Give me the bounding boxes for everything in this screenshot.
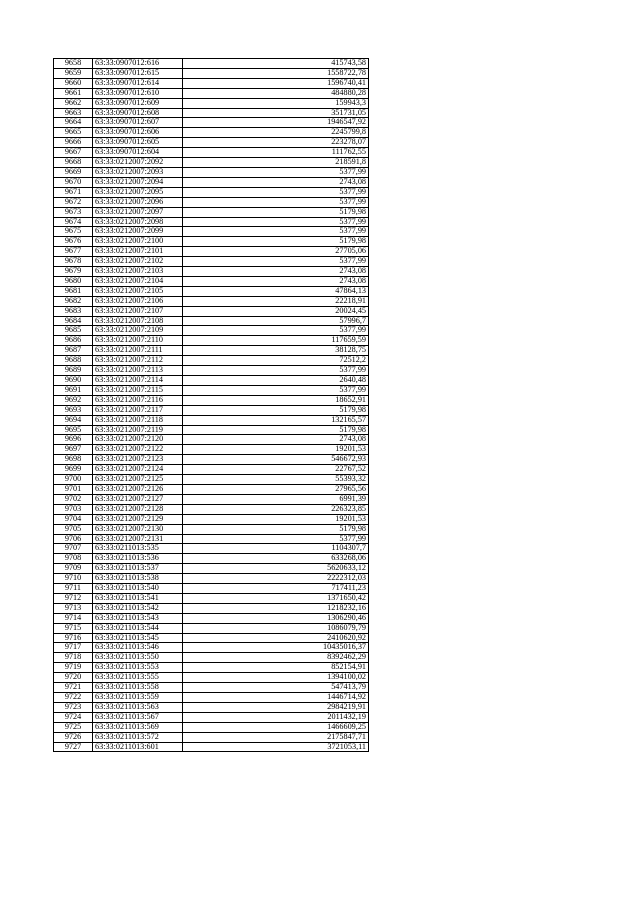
row-number-cell: 9697: [54, 445, 93, 455]
value-cell: 2410620,92: [183, 633, 369, 643]
row-number-cell: 9689: [54, 366, 93, 376]
table-row: [54, 138, 369, 148]
value-cell: 6991,39: [183, 494, 369, 504]
cadastral-number-cell: 63:33:0212007:2107: [93, 306, 183, 316]
table-row: [54, 177, 369, 187]
row-number-cell: 9700: [54, 475, 93, 485]
table-row: [54, 237, 369, 247]
value-cell: 218591,8: [183, 158, 369, 168]
table-row: [54, 306, 369, 316]
row-number-cell: 9720: [54, 673, 93, 683]
value-cell: 1466609,25: [183, 722, 369, 732]
table-row: [54, 247, 369, 257]
cadastral-number-cell: 63:33:0212007:2116: [93, 395, 183, 405]
row-number-cell: 9684: [54, 316, 93, 326]
row-number-cell: 9705: [54, 524, 93, 534]
cadastral-number-cell: 63:33:0211013:550: [93, 653, 183, 663]
table-row: [54, 514, 369, 524]
value-cell: 5179,98: [183, 425, 369, 435]
value-cell: 27705,06: [183, 247, 369, 257]
row-number-cell: 9698: [54, 455, 93, 465]
value-cell: 717411,23: [183, 584, 369, 594]
cadastral-number-cell: 63:33:0212007:2092: [93, 158, 183, 168]
value-cell: 18652,91: [183, 395, 369, 405]
row-number-cell: 9691: [54, 385, 93, 395]
value-cell: 1946547,92: [183, 118, 369, 128]
row-number-cell: 9661: [54, 88, 93, 98]
value-cell: 2222312,03: [183, 574, 369, 584]
row-number-cell: 9722: [54, 693, 93, 703]
cadastral-number-cell: 63:33:0212007:2100: [93, 237, 183, 247]
cadastral-number-cell: 63:33:0212007:2111: [93, 346, 183, 356]
value-cell: 20024,45: [183, 306, 369, 316]
cadastral-number-cell: 63:33:0211013:543: [93, 613, 183, 623]
table-row: [54, 475, 369, 485]
table-row: [54, 197, 369, 207]
cadastral-number-cell: 63:33:0212007:2093: [93, 167, 183, 177]
cadastral-number-cell: 63:33:0907012:607: [93, 118, 183, 128]
table-row: [54, 445, 369, 455]
value-cell: 55393,32: [183, 475, 369, 485]
row-number-cell: 9719: [54, 663, 93, 673]
row-number-cell: 9710: [54, 574, 93, 584]
row-number-cell: 9696: [54, 435, 93, 445]
table-row: [54, 415, 369, 425]
table-row: [54, 257, 369, 267]
cadastral-number-cell: 63:33:0907012:616: [93, 59, 183, 69]
row-number-cell: 9702: [54, 494, 93, 504]
table-body: [54, 59, 369, 752]
row-number-cell: 9668: [54, 158, 93, 168]
table-row: [54, 296, 369, 306]
cadastral-number-cell: 63:33:0212007:2094: [93, 177, 183, 187]
cadastral-number-cell: 63:33:0211013:559: [93, 693, 183, 703]
cadastral-number-cell: 63:33:0211013:572: [93, 732, 183, 742]
value-cell: 852154,91: [183, 663, 369, 673]
row-number-cell: 9709: [54, 564, 93, 574]
cadastral-number-cell: 63:33:0907012:615: [93, 68, 183, 78]
cadastral-number-cell: 63:33:0211013:542: [93, 603, 183, 613]
value-cell: 351731,05: [183, 108, 369, 118]
table-row: [54, 108, 369, 118]
row-number-cell: 9715: [54, 623, 93, 633]
cadastral-number-cell: 63:33:0211013:544: [93, 623, 183, 633]
cadastral-number-cell: 63:33:0212007:2120: [93, 435, 183, 445]
row-number-cell: 9704: [54, 514, 93, 524]
value-cell: 1394100,02: [183, 673, 369, 683]
table-row: [54, 376, 369, 386]
table-row: [54, 227, 369, 237]
row-number-cell: 9706: [54, 534, 93, 544]
cadastral-number-cell: 63:33:0212007:2115: [93, 385, 183, 395]
table-row: [54, 455, 369, 465]
cadastral-number-cell: 63:33:0211013:541: [93, 593, 183, 603]
cadastral-number-cell: 63:33:0212007:2131: [93, 534, 183, 544]
row-number-cell: 9701: [54, 484, 93, 494]
value-cell: 1558722,78: [183, 68, 369, 78]
row-number-cell: 9669: [54, 167, 93, 177]
table-row: [54, 633, 369, 643]
value-cell: 5377,99: [183, 534, 369, 544]
cadastral-number-cell: 63:33:0212007:2099: [93, 227, 183, 237]
table-row: [54, 574, 369, 584]
value-cell: 2743,08: [183, 276, 369, 286]
row-number-cell: 9690: [54, 376, 93, 386]
value-cell: 484880,28: [183, 88, 369, 98]
table-row: [54, 683, 369, 693]
cadastral-number-cell: 63:33:0907012:614: [93, 78, 183, 88]
value-cell: 5377,99: [183, 366, 369, 376]
table-row: [54, 504, 369, 514]
table-row: [54, 653, 369, 663]
cadastral-number-cell: 63:33:0907012:604: [93, 148, 183, 158]
row-number-cell: 9659: [54, 68, 93, 78]
value-cell: 2743,08: [183, 435, 369, 445]
row-number-cell: 9726: [54, 732, 93, 742]
row-number-cell: 9667: [54, 148, 93, 158]
value-cell: 117659,59: [183, 336, 369, 346]
table-row: [54, 88, 369, 98]
table-row: [54, 158, 369, 168]
value-cell: 2640,48: [183, 376, 369, 386]
row-number-cell: 9703: [54, 504, 93, 514]
row-number-cell: 9699: [54, 465, 93, 475]
table-row: [54, 673, 369, 683]
value-cell: 1306290,46: [183, 613, 369, 623]
value-cell: 132165,57: [183, 415, 369, 425]
value-cell: 5620633,12: [183, 564, 369, 574]
row-number-cell: 9665: [54, 128, 93, 138]
cadastral-number-cell: 63:33:0211013:536: [93, 554, 183, 564]
cadastral-number-cell: 63:33:0212007:2119: [93, 425, 183, 435]
table-row: [54, 356, 369, 366]
value-cell: 223278,07: [183, 138, 369, 148]
value-cell: 2245799,8: [183, 128, 369, 138]
table-row: [54, 207, 369, 217]
row-number-cell: 9717: [54, 643, 93, 653]
table-row: [54, 276, 369, 286]
cadastral-number-cell: 63:33:0212007:2117: [93, 405, 183, 415]
table-row: [54, 326, 369, 336]
table-row: [54, 336, 369, 346]
table-row: [54, 366, 369, 376]
value-cell: 1086079,79: [183, 623, 369, 633]
row-number-cell: 9727: [54, 742, 93, 752]
cadastral-number-cell: 63:33:0212007:2102: [93, 257, 183, 267]
cadastral-number-cell: 63:33:0212007:2097: [93, 207, 183, 217]
row-number-cell: 9660: [54, 78, 93, 88]
value-cell: 1218232,16: [183, 603, 369, 613]
row-number-cell: 9658: [54, 59, 93, 69]
cadastral-number-cell: 63:33:0212007:2108: [93, 316, 183, 326]
table-row: [54, 59, 369, 69]
row-number-cell: 9671: [54, 187, 93, 197]
row-number-cell: 9707: [54, 544, 93, 554]
value-cell: 2175847,71: [183, 732, 369, 742]
cadastral-number-cell: 63:33:0212007:2122: [93, 445, 183, 455]
cadastral-number-cell: 63:33:0212007:2125: [93, 475, 183, 485]
table-row: [54, 217, 369, 227]
value-cell: 547413,79: [183, 683, 369, 693]
value-cell: 5377,99: [183, 227, 369, 237]
value-cell: 47864,13: [183, 286, 369, 296]
cadastral-number-cell: 63:33:0907012:609: [93, 98, 183, 108]
table-row: [54, 167, 369, 177]
cadastral-number-cell: 63:33:0212007:2095: [93, 187, 183, 197]
value-cell: 19201,53: [183, 514, 369, 524]
cadastral-number-cell: 63:33:0211013:601: [93, 742, 183, 752]
cadastral-number-cell: 63:33:0212007:2110: [93, 336, 183, 346]
table-row: [54, 564, 369, 574]
cadastral-number-cell: 63:33:0212007:2105: [93, 286, 183, 296]
table-row: [54, 267, 369, 277]
row-number-cell: 9711: [54, 584, 93, 594]
cadastral-number-cell: 63:33:0212007:2118: [93, 415, 183, 425]
table-row: [54, 524, 369, 534]
value-cell: 3721053,11: [183, 742, 369, 752]
value-cell: 2011432,19: [183, 712, 369, 722]
value-cell: 22767,52: [183, 465, 369, 475]
cadastral-number-cell: 63:33:0212007:2096: [93, 197, 183, 207]
cadastral-number-cell: 63:33:0212007:2129: [93, 514, 183, 524]
row-number-cell: 9685: [54, 326, 93, 336]
value-cell: 5377,99: [183, 187, 369, 197]
row-number-cell: 9693: [54, 405, 93, 415]
cadastral-value-table: [53, 58, 369, 752]
cadastral-number-cell: 63:33:0212007:2124: [93, 465, 183, 475]
row-number-cell: 9687: [54, 346, 93, 356]
row-number-cell: 9714: [54, 613, 93, 623]
row-number-cell: 9723: [54, 702, 93, 712]
table-row: [54, 593, 369, 603]
table-row: [54, 584, 369, 594]
cadastral-number-cell: 63:33:0211013:546: [93, 643, 183, 653]
table-row: [54, 712, 369, 722]
cadastral-number-cell: 63:33:0212007:2113: [93, 366, 183, 376]
table-row: [54, 554, 369, 564]
table-row: [54, 603, 369, 613]
cadastral-number-cell: 63:33:0212007:2114: [93, 376, 183, 386]
cadastral-number-cell: 63:33:0212007:2127: [93, 494, 183, 504]
cadastral-number-cell: 63:33:0907012:610: [93, 88, 183, 98]
value-cell: 546672,93: [183, 455, 369, 465]
value-cell: 2743,08: [183, 267, 369, 277]
table-row: [54, 534, 369, 544]
cadastral-number-cell: 63:33:0211013:535: [93, 544, 183, 554]
row-number-cell: 9716: [54, 633, 93, 643]
value-cell: 57996,7: [183, 316, 369, 326]
row-number-cell: 9666: [54, 138, 93, 148]
row-number-cell: 9724: [54, 712, 93, 722]
table-row: [54, 346, 369, 356]
row-number-cell: 9712: [54, 593, 93, 603]
table-row: [54, 128, 369, 138]
cadastral-number-cell: 63:33:0211013:553: [93, 663, 183, 673]
cadastral-number-cell: 63:33:0907012:608: [93, 108, 183, 118]
value-cell: 27965,56: [183, 484, 369, 494]
value-cell: 5179,98: [183, 207, 369, 217]
table-row: [54, 68, 369, 78]
cadastral-number-cell: 63:33:0211013:558: [93, 683, 183, 693]
cadastral-number-cell: 63:33:0212007:2112: [93, 356, 183, 366]
value-cell: 8392462,29: [183, 653, 369, 663]
value-cell: 5377,99: [183, 257, 369, 267]
table-row: [54, 98, 369, 108]
cadastral-number-cell: 63:33:0212007:2104: [93, 276, 183, 286]
table-row: [54, 732, 369, 742]
cadastral-number-cell: 63:33:0212007:2126: [93, 484, 183, 494]
row-number-cell: 9713: [54, 603, 93, 613]
value-cell: 633268,06: [183, 554, 369, 564]
row-number-cell: 9688: [54, 356, 93, 366]
row-number-cell: 9678: [54, 257, 93, 267]
row-number-cell: 9674: [54, 217, 93, 227]
value-cell: 5377,99: [183, 385, 369, 395]
table-row: [54, 316, 369, 326]
row-number-cell: 9672: [54, 197, 93, 207]
table-row: [54, 544, 369, 554]
row-number-cell: 9695: [54, 425, 93, 435]
row-number-cell: 9681: [54, 286, 93, 296]
table-row: [54, 425, 369, 435]
value-cell: 5179,98: [183, 524, 369, 534]
value-cell: 22218,91: [183, 296, 369, 306]
value-cell: 5179,98: [183, 237, 369, 247]
cadastral-number-cell: 63:33:0211013:537: [93, 564, 183, 574]
value-cell: 5179,98: [183, 405, 369, 415]
cadastral-number-cell: 63:33:0212007:2123: [93, 455, 183, 465]
row-number-cell: 9676: [54, 237, 93, 247]
value-cell: 1371650,42: [183, 593, 369, 603]
row-number-cell: 9721: [54, 683, 93, 693]
cadastral-number-cell: 63:33:0211013:563: [93, 702, 183, 712]
table-row: [54, 663, 369, 673]
table-row: [54, 643, 369, 653]
table-row: [54, 395, 369, 405]
row-number-cell: 9694: [54, 415, 93, 425]
row-number-cell: 9682: [54, 296, 93, 306]
table-row: [54, 118, 369, 128]
value-cell: 159943,3: [183, 98, 369, 108]
value-cell: 5377,99: [183, 197, 369, 207]
table-row: [54, 484, 369, 494]
row-number-cell: 9708: [54, 554, 93, 564]
value-cell: 5377,99: [183, 217, 369, 227]
value-cell: 10435016,37: [183, 643, 369, 653]
table-row: [54, 623, 369, 633]
table-row: [54, 742, 369, 752]
cadastral-number-cell: 63:33:0211013:555: [93, 673, 183, 683]
value-cell: 2984219,91: [183, 702, 369, 712]
row-number-cell: 9664: [54, 118, 93, 128]
table-row: [54, 286, 369, 296]
row-number-cell: 9683: [54, 306, 93, 316]
cadastral-number-cell: 63:33:0211013:567: [93, 712, 183, 722]
value-cell: 72512,2: [183, 356, 369, 366]
row-number-cell: 9679: [54, 267, 93, 277]
cadastral-number-cell: 63:33:0212007:2109: [93, 326, 183, 336]
table-row: [54, 693, 369, 703]
row-number-cell: 9686: [54, 336, 93, 346]
table-row: [54, 613, 369, 623]
table-row: [54, 187, 369, 197]
cadastral-number-cell: 63:33:0211013:538: [93, 574, 183, 584]
table-row: [54, 405, 369, 415]
table-row: [54, 702, 369, 712]
cadastral-number-cell: 63:33:0212007:2128: [93, 504, 183, 514]
cadastral-number-cell: 63:33:0907012:606: [93, 128, 183, 138]
cadastral-number-cell: 63:33:0212007:2103: [93, 267, 183, 277]
value-cell: 1104307,7: [183, 544, 369, 554]
cadastral-number-cell: 63:33:0211013:545: [93, 633, 183, 643]
row-number-cell: 9677: [54, 247, 93, 257]
value-cell: 415743,58: [183, 59, 369, 69]
value-cell: 226323,85: [183, 504, 369, 514]
cadastral-number-cell: 63:33:0907012:605: [93, 138, 183, 148]
table-row: [54, 78, 369, 88]
cadastral-number-cell: 63:33:0211013:569: [93, 722, 183, 732]
row-number-cell: 9663: [54, 108, 93, 118]
table-row: [54, 465, 369, 475]
row-number-cell: 9725: [54, 722, 93, 732]
value-cell: 5377,99: [183, 326, 369, 336]
table-row: [54, 722, 369, 732]
cadastral-number-cell: 63:33:0212007:2130: [93, 524, 183, 534]
row-number-cell: 9662: [54, 98, 93, 108]
cadastral-number-cell: 63:33:0212007:2101: [93, 247, 183, 257]
row-number-cell: 9673: [54, 207, 93, 217]
cadastral-number-cell: 63:33:0212007:2098: [93, 217, 183, 227]
value-cell: 2743,08: [183, 177, 369, 187]
table-row: [54, 494, 369, 504]
cadastral-number-cell: 63:33:0212007:2106: [93, 296, 183, 306]
value-cell: 1446714,92: [183, 693, 369, 703]
cadastral-number-cell: 63:33:0211013:540: [93, 584, 183, 594]
value-cell: 111762,55: [183, 148, 369, 158]
value-cell: 38128,75: [183, 346, 369, 356]
value-cell: 5377,99: [183, 167, 369, 177]
table-row: [54, 435, 369, 445]
row-number-cell: 9692: [54, 395, 93, 405]
table-row: [54, 148, 369, 158]
row-number-cell: 9718: [54, 653, 93, 663]
row-number-cell: 9675: [54, 227, 93, 237]
row-number-cell: 9680: [54, 276, 93, 286]
value-cell: 19201,53: [183, 445, 369, 455]
value-cell: 1596740,41: [183, 78, 369, 88]
row-number-cell: 9670: [54, 177, 93, 187]
table-row: [54, 385, 369, 395]
